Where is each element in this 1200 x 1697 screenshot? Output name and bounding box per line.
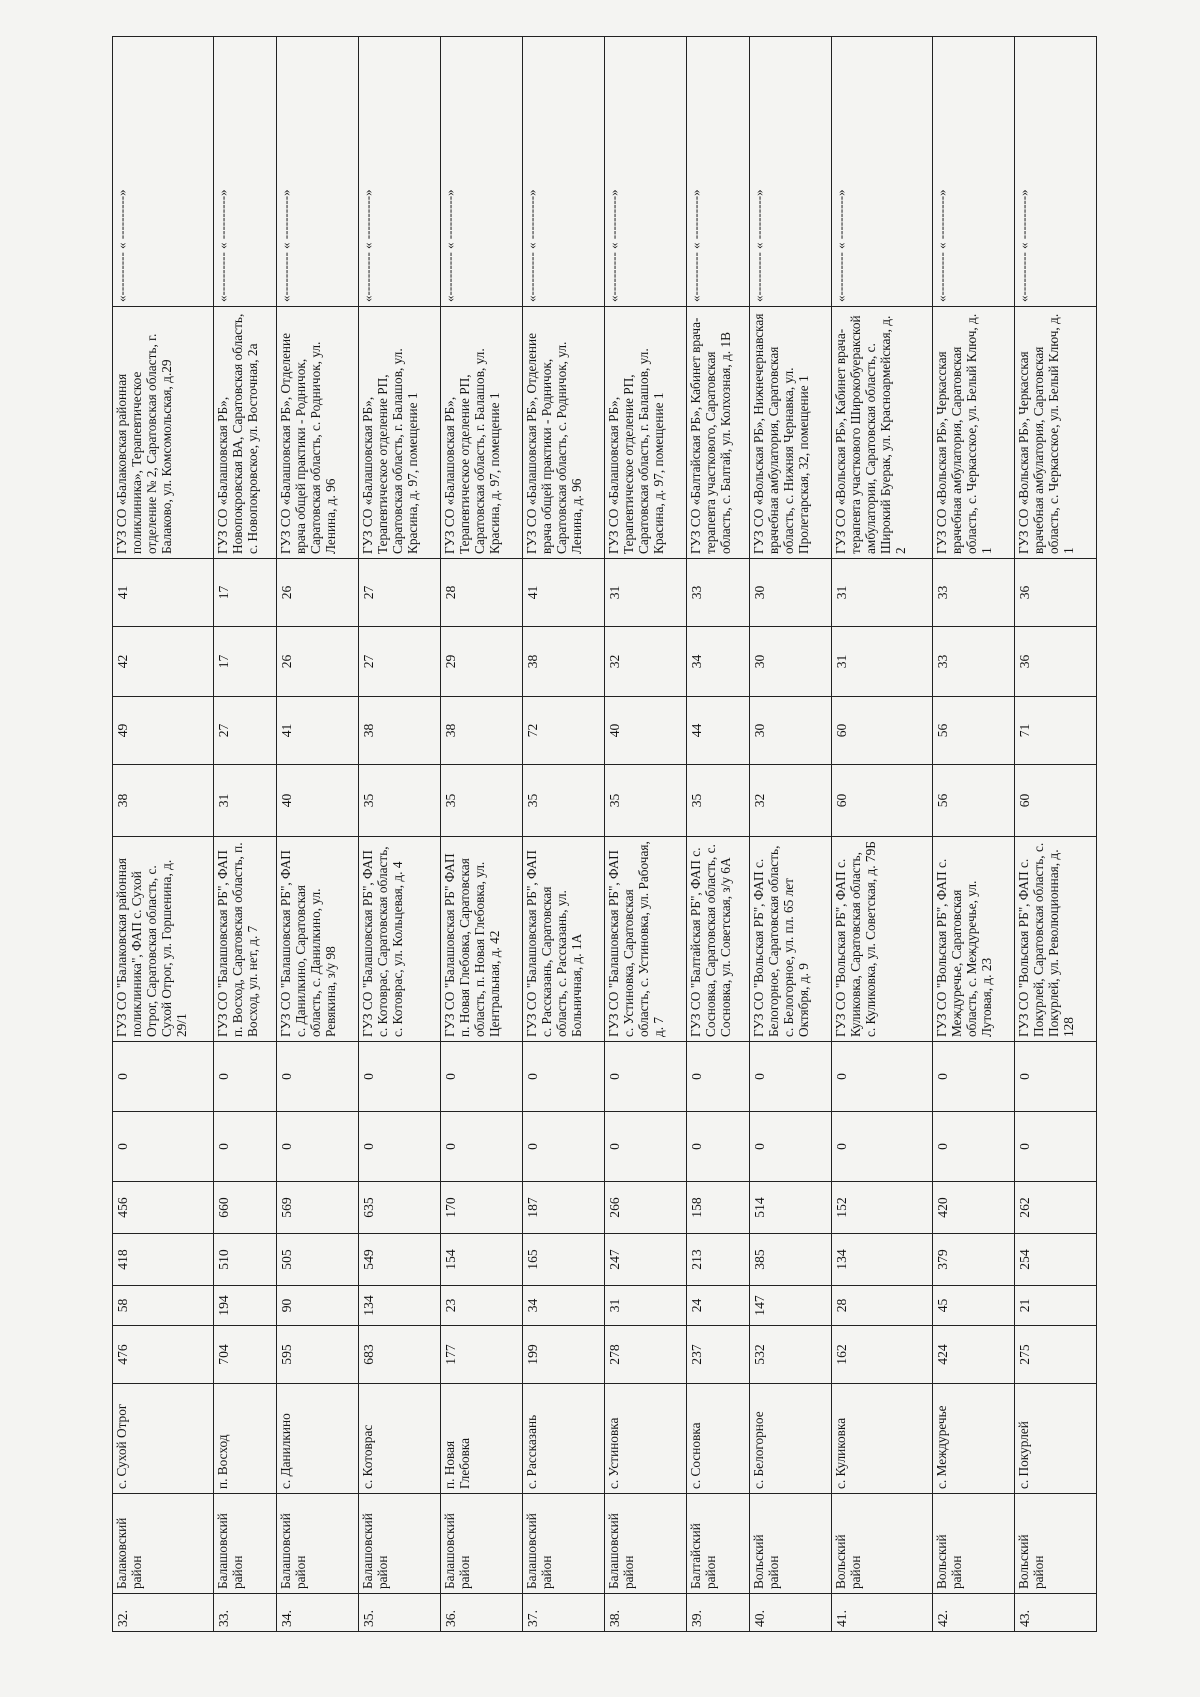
value-col-2: 134: [358, 1286, 440, 1326]
value-col-8: 30: [750, 697, 832, 765]
medical-unit-address: ГУЗ СО "Вольская РБ", ФАП с. Междуречье, Саратовская область, с. Междуречье, ул. Лутовая, д. 23: [932, 837, 1014, 1042]
district-name: Вольский район: [832, 1494, 933, 1594]
value-col-7: 40: [276, 765, 358, 837]
district-name: Балашовский район: [604, 1494, 686, 1594]
ditto-mark: «---------- « ----------»: [440, 37, 522, 307]
district-name: Балашовский район: [358, 1494, 440, 1594]
value-col-4: 158: [686, 1182, 749, 1234]
value-col-6: 0: [113, 1042, 214, 1112]
value-col-10: 28: [440, 559, 522, 627]
value-col-4: 152: [832, 1182, 933, 1234]
ditto-mark: «---------- « ----------»: [750, 37, 832, 307]
value-col-1: 683: [358, 1326, 440, 1384]
receiving-unit-address: ГУЗ СО «Балаковская районная поликлиника», Терапевтическое отделение № 2, Саратовская область, г. Балаково, ул. Комсомольская, д.29: [113, 307, 214, 559]
ditto-mark: «---------- « ----------»: [276, 37, 358, 307]
value-col-6: 0: [750, 1042, 832, 1112]
row-number: 32.: [113, 1594, 214, 1632]
district-name: Балашовский район: [522, 1494, 604, 1594]
ditto-mark: «---------- « ----------»: [1014, 37, 1096, 307]
value-col-9: 17: [213, 627, 276, 697]
value-col-2: 24: [686, 1286, 749, 1326]
value-col-6: 0: [522, 1042, 604, 1112]
receiving-unit-address: ГУЗ СО «Балашовская РБ», Терапевтическое отделение РП, Саратовская область, г. Балашов, ул. Красина, д. 97, помещение 1: [440, 307, 522, 559]
value-col-9: 42: [113, 627, 214, 697]
value-col-10: 31: [832, 559, 933, 627]
value-col-5: 0: [213, 1112, 276, 1182]
value-col-6: 0: [213, 1042, 276, 1112]
district-name: Балашовский район: [276, 1494, 358, 1594]
medical-unit-address: ГУЗ СО "Балашовская РБ", ФАП п. Восход, Саратовская область, п. Восход, ул. нет, д. 7: [213, 837, 276, 1042]
settlement-name: п. Восход: [213, 1384, 276, 1494]
value-col-10: 31: [604, 559, 686, 627]
table-row: [832, 37, 933, 1632]
table-row: [1014, 37, 1096, 1632]
value-col-2: 21: [1014, 1286, 1096, 1326]
value-col-8: 72: [522, 697, 604, 765]
value-col-7: 38: [113, 765, 214, 837]
value-col-2: 147: [750, 1286, 832, 1326]
district-name: Балашовский район: [440, 1494, 522, 1594]
settlement-name: с. Рассказань: [522, 1384, 604, 1494]
row-number: 36.: [440, 1594, 522, 1632]
receiving-unit-address: ГУЗ СО «Балашовская РБ», Терапевтическое отделение РП, Саратовская область, г. Балашов, ул. Красина, д. 97, помещение 1: [604, 307, 686, 559]
row-number: 42.: [932, 1594, 1014, 1632]
receiving-unit-address: ГУЗ СО «Балашовская РБ», Новопокровская ВА, Саратовская область, с. Новопокровское, ул. Восточная, 2а: [213, 307, 276, 559]
receiving-unit-address: ГУЗ СО «Вольская РБ», Кабинет врача-терапевта участкового Широкобуеракской амбулатории, Саратовская область, с. Широкий Буерак, ул. Красноармейская, д. 2: [832, 307, 933, 559]
row-number: 34.: [276, 1594, 358, 1632]
value-col-3: 379: [932, 1234, 1014, 1286]
value-col-5: 0: [113, 1112, 214, 1182]
value-col-5: 0: [522, 1112, 604, 1182]
medical-unit-address: ГУЗ СО "Балашовская РБ" ФАП п. Новая Глебовка, Саратовская область, п. Новая Глебовка, ул. Центральная, д. 42: [440, 837, 522, 1042]
table-row: [750, 37, 832, 1632]
settlement-name: с. Сухой Отрог: [113, 1384, 214, 1494]
value-col-10: 27: [358, 559, 440, 627]
table-row: [113, 37, 214, 1632]
medical-unit-address: ГУЗ СО "Вольская РБ", ФАП с. Куликовка, Саратовская область, с. Куликовка, ул. Советская, д. 79Б: [832, 837, 933, 1042]
value-col-5: 0: [750, 1112, 832, 1182]
value-col-1: 162: [832, 1326, 933, 1384]
value-col-10: 33: [686, 559, 749, 627]
value-col-4: 456: [113, 1182, 214, 1234]
value-col-3: 385: [750, 1234, 832, 1286]
medical-unit-address: ГУЗ СО "Вольская РБ", ФАП с. Белогорное, Саратовская область, с. Белогорное, ул. пл. 65 лет Октября, д. 9: [750, 837, 832, 1042]
row-number: 37.: [522, 1594, 604, 1632]
value-col-4: 660: [213, 1182, 276, 1234]
value-col-10: 33: [932, 559, 1014, 627]
row-number: 43.: [1014, 1594, 1096, 1632]
value-col-1: 532: [750, 1326, 832, 1384]
value-col-5: 0: [604, 1112, 686, 1182]
value-col-5: 0: [686, 1112, 749, 1182]
value-col-3: 247: [604, 1234, 686, 1286]
value-col-4: 420: [932, 1182, 1014, 1234]
value-col-2: 28: [832, 1286, 933, 1326]
medical-unit-address: ГУЗ СО "Балашовская РБ", ФАП с. Данилкино, Саратовская область, с. Данилкино, ул. Ревякина, з/у 98: [276, 837, 358, 1042]
value-col-1: 595: [276, 1326, 358, 1384]
row-number: 41.: [832, 1594, 933, 1632]
ditto-mark: «---------- « ----------»: [932, 37, 1014, 307]
value-col-3: 154: [440, 1234, 522, 1286]
value-col-1: 237: [686, 1326, 749, 1384]
value-col-7: 35: [358, 765, 440, 837]
value-col-10: 41: [522, 559, 604, 627]
receiving-unit-address: ГУЗ СО «Вольская РБ», Нижнечернавская врачебная амбулатория, Саратовская область, с. Нижняя Чернавка, ул. Пролетарская, 32, помещение 1: [750, 307, 832, 559]
receiving-unit-address: ГУЗ СО «Балашовская РБ», Отделение врача общей практики - Родничок, Саратовская область, с. Родничок, ул. Ленина, д. 96: [522, 307, 604, 559]
value-col-8: 60: [832, 697, 933, 765]
value-col-9: 31: [832, 627, 933, 697]
ditto-mark: «---------- « ----------»: [113, 37, 214, 307]
value-col-4: 187: [522, 1182, 604, 1234]
value-col-3: 549: [358, 1234, 440, 1286]
value-col-2: 58: [113, 1286, 214, 1326]
value-col-10: 17: [213, 559, 276, 627]
table-row: [358, 37, 440, 1632]
value-col-9: 29: [440, 627, 522, 697]
row-number: 33.: [213, 1594, 276, 1632]
ditto-mark: «---------- « ----------»: [832, 37, 933, 307]
value-col-7: 60: [1014, 765, 1096, 837]
value-col-10: 26: [276, 559, 358, 627]
value-col-7: 35: [522, 765, 604, 837]
value-col-7: 35: [440, 765, 522, 837]
value-col-7: 35: [604, 765, 686, 837]
value-col-3: 418: [113, 1234, 214, 1286]
value-col-9: 36: [1014, 627, 1096, 697]
receiving-unit-address: ГУЗ СО «Балашовская РБ», Отделение врача общей практики - Родничок, Саратовская область, с. Родничок, ул. Ленина, д. 96: [276, 307, 358, 559]
medical-unit-address: ГУЗ СО "Балашовская РБ", ФАП с. Устиновка, Саратовская область, с. Устиновка, ул. Рабочая, д. 7: [604, 837, 686, 1042]
ditto-mark: «---------- « ----------»: [358, 37, 440, 307]
value-col-8: 40: [604, 697, 686, 765]
value-col-1: 278: [604, 1326, 686, 1384]
value-col-5: 0: [932, 1112, 1014, 1182]
settlement-name: с. Устиновка: [604, 1384, 686, 1494]
value-col-6: 0: [932, 1042, 1014, 1112]
value-col-2: 194: [213, 1286, 276, 1326]
value-col-7: 60: [832, 765, 933, 837]
settlement-name: п. Новая Глебовка: [440, 1384, 522, 1494]
settlement-name: с. Покурлей: [1014, 1384, 1096, 1494]
value-col-2: 90: [276, 1286, 358, 1326]
medical-unit-address: ГУЗ СО "Вольская РБ", ФАП с. Покурлей, Саратовская область, с. Покурлей, ул. Революционная, д. 128: [1014, 837, 1096, 1042]
value-col-10: 41: [113, 559, 214, 627]
value-col-3: 213: [686, 1234, 749, 1286]
value-col-1: 424: [932, 1326, 1014, 1384]
settlement-name: с. Данилкино: [276, 1384, 358, 1494]
value-col-5: 0: [832, 1112, 933, 1182]
value-col-1: 275: [1014, 1326, 1096, 1384]
district-name: Балашовский район: [213, 1494, 276, 1594]
value-col-3: 165: [522, 1234, 604, 1286]
value-col-2: 23: [440, 1286, 522, 1326]
value-col-10: 36: [1014, 559, 1096, 627]
ditto-mark: «---------- « ----------»: [522, 37, 604, 307]
value-col-8: 41: [276, 697, 358, 765]
district-name: Балтайский район: [686, 1494, 749, 1594]
row-number: 40.: [750, 1594, 832, 1632]
ditto-mark: «---------- « ----------»: [604, 37, 686, 307]
value-col-6: 0: [1014, 1042, 1096, 1112]
value-col-3: 134: [832, 1234, 933, 1286]
medical-unit-address: ГУЗ СО "Балтайская РБ", ФАП с. Сосновка, Саратовская область, с. Сосновка, ул. Советская, з/у 6А: [686, 837, 749, 1042]
settlement-name: с. Междуречье: [932, 1384, 1014, 1494]
value-col-8: 56: [932, 697, 1014, 765]
value-col-7: 35: [686, 765, 749, 837]
row-number: 38.: [604, 1594, 686, 1632]
value-col-8: 38: [440, 697, 522, 765]
value-col-4: 569: [276, 1182, 358, 1234]
table-row: [213, 37, 276, 1632]
medical-unit-address: ГУЗ СО "Балашовская РБ", ФАП с. Рассказань, Саратовская область, с. Рассказань, ул. Больничная, д. 1А: [522, 837, 604, 1042]
district-name: Балаковский район: [113, 1494, 214, 1594]
settlement-name: с. Куликовка: [832, 1384, 933, 1494]
value-col-7: 31: [213, 765, 276, 837]
row-number: 35.: [358, 1594, 440, 1632]
value-col-6: 0: [440, 1042, 522, 1112]
value-col-4: 266: [604, 1182, 686, 1234]
value-col-5: 0: [440, 1112, 522, 1182]
value-col-1: 177: [440, 1326, 522, 1384]
value-col-1: 199: [522, 1326, 604, 1384]
value-col-8: 71: [1014, 697, 1096, 765]
settlement-name: с. Сосновка: [686, 1384, 749, 1494]
value-col-6: 0: [832, 1042, 933, 1112]
value-col-8: 38: [358, 697, 440, 765]
value-col-8: 27: [213, 697, 276, 765]
value-col-3: 510: [213, 1234, 276, 1286]
row-number: 39.: [686, 1594, 749, 1632]
table-row: [522, 37, 604, 1632]
value-col-2: 34: [522, 1286, 604, 1326]
value-col-9: 27: [358, 627, 440, 697]
value-col-9: 26: [276, 627, 358, 697]
medical-unit-address: ГУЗ СО "Балашовская РБ", ФАП с. Котоврас, Саратовская область, с. Котоврас, ул. Кольцевая, д. 4: [358, 837, 440, 1042]
receiving-unit-address: ГУЗ СО «Балашовская РБ», Терапевтическое отделение РП, Саратовская область, г. Балашов, ул. Красина, д. 97, помещение 1: [358, 307, 440, 559]
district-name: Вольский район: [1014, 1494, 1096, 1594]
ditto-mark: «---------- « ----------»: [213, 37, 276, 307]
value-col-4: 262: [1014, 1182, 1096, 1234]
table-row: [932, 37, 1014, 1632]
value-col-9: 30: [750, 627, 832, 697]
registry-table: [112, 36, 1097, 1632]
ditto-mark: «---------- « ----------»: [686, 37, 749, 307]
receiving-unit-address: ГУЗ СО «Балтайская РБ», Кабинет врача-терапевта участкового, Саратовская область, с. Балтай, ул. Колхозная, д. 1В: [686, 307, 749, 559]
table-row: [686, 37, 749, 1632]
value-col-4: 170: [440, 1182, 522, 1234]
value-col-9: 33: [932, 627, 1014, 697]
value-col-1: 704: [213, 1326, 276, 1384]
value-col-6: 0: [604, 1042, 686, 1112]
value-col-8: 49: [113, 697, 214, 765]
value-col-8: 44: [686, 697, 749, 765]
value-col-7: 32: [750, 765, 832, 837]
value-col-4: 635: [358, 1182, 440, 1234]
value-col-9: 38: [522, 627, 604, 697]
rotated-table-wrapper: [112, 37, 1097, 1632]
value-col-3: 254: [1014, 1234, 1096, 1286]
settlement-name: с. Белогорное: [750, 1384, 832, 1494]
value-col-5: 0: [276, 1112, 358, 1182]
value-col-2: 45: [932, 1286, 1014, 1326]
value-col-9: 32: [604, 627, 686, 697]
table-row: [276, 37, 358, 1632]
value-col-3: 505: [276, 1234, 358, 1286]
value-col-2: 31: [604, 1286, 686, 1326]
medical-unit-address: ГУЗ СО "Балаковская районная поликлиника", ФАП с. Сухой Отрог, Саратовская область, с. Сухой Отрог, ул. Горшенина, д. 29/1: [113, 837, 214, 1042]
value-col-5: 0: [1014, 1112, 1096, 1182]
table-row: [604, 37, 686, 1632]
value-col-5: 0: [358, 1112, 440, 1182]
value-col-10: 30: [750, 559, 832, 627]
value-col-9: 34: [686, 627, 749, 697]
value-col-6: 0: [686, 1042, 749, 1112]
district-name: Вольский район: [932, 1494, 1014, 1594]
value-col-6: 0: [358, 1042, 440, 1112]
receiving-unit-address: ГУЗ СО «Вольская РБ», Черкасская врачебная амбулатория, Саратовская область, с. Черкасское, ул. Белый Ключ, д. 1: [932, 307, 1014, 559]
value-col-1: 476: [113, 1326, 214, 1384]
receiving-unit-address: ГУЗ СО «Вольская РБ», Черкасская врачебная амбулатория, Саратовская область, с. Черкасское, ул. Белый Ключ, д. 1: [1014, 307, 1096, 559]
value-col-6: 0: [276, 1042, 358, 1112]
value-col-7: 56: [932, 765, 1014, 837]
settlement-name: с. Котоврас: [358, 1384, 440, 1494]
value-col-4: 514: [750, 1182, 832, 1234]
district-name: Вольский район: [750, 1494, 832, 1594]
table-row: [440, 37, 522, 1632]
